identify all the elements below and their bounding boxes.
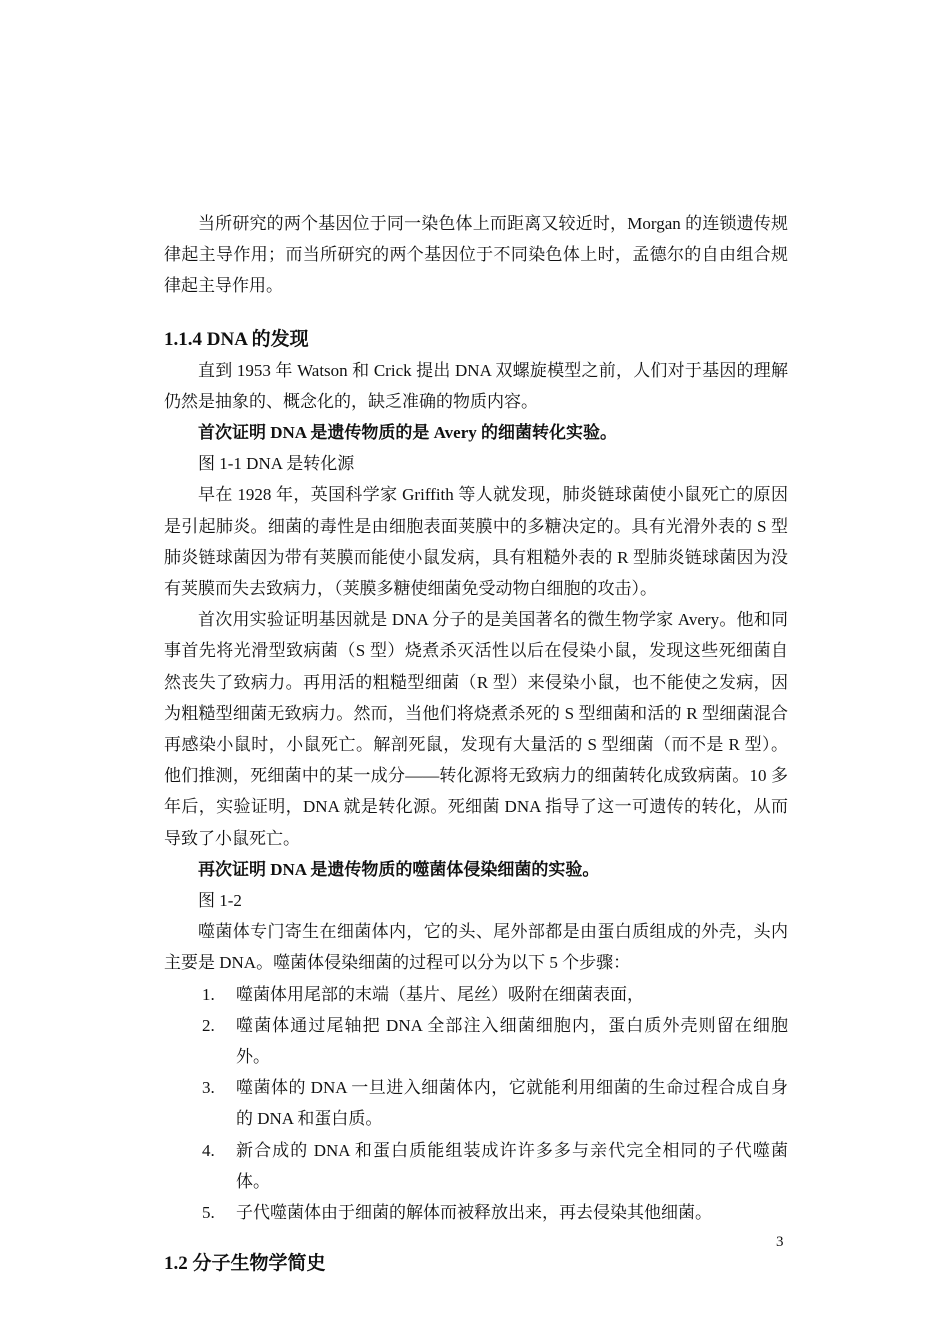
list-item-number: 1. xyxy=(202,984,215,1004)
list-item-number: 4. xyxy=(202,1140,215,1160)
list-item-number: 2. xyxy=(202,1015,215,1035)
paragraph-watson-crick: 直到 1953 年 Watson 和 Crick 提出 DNA 双螺旋模型之前，人们对于基因的理解仍然是抽象的、概念化的，缺乏准确的物质内容。 xyxy=(164,360,788,411)
section-heading-1-1-4: 1.1.4 DNA 的发现 xyxy=(164,328,309,350)
page-content xyxy=(164,208,788,1279)
figure-caption-1-2: 图 1-2 xyxy=(198,891,242,911)
paragraph-griffith: 早在 1928 年，英国科学家 Griffith 等人就发现，肺炎链球菌使小鼠死亡的原因是引起肺炎。细菌的毒性是由细胞表面荚膜中的多糖决定的。具有光滑外表的 S 型肺炎链球菌因为带有荚膜而能使小鼠发病，具有粗糙外表的 R 型肺炎链球菌因为没有荚膜而失去致病力，（荚膜多糖使细菌免受动物白细胞的攻击）。 xyxy=(164,485,788,599)
list-item xyxy=(164,1072,788,1134)
phage-infection-steps-list xyxy=(164,979,788,1229)
section-heading-1-2: 1.2 分子生物学简史 xyxy=(164,1253,326,1275)
bold-statement-phage: 再次证明 DNA 是遗传物质的噬菌体侵染细菌的实验。 xyxy=(198,859,600,879)
paragraph-phage-intro: 噬菌体专门寄生在细菌体内，它的头、尾外部都是由蛋白质组成的外壳，头内主要是 DNA。噬菌体侵染细菌的过程可以分为以下 5 个步骤： xyxy=(164,922,788,973)
list-item-number: 3. xyxy=(202,1078,215,1098)
list-item-number: 5. xyxy=(202,1203,215,1223)
list-item-text: 噬菌体通过尾轴把 DNA 全部注入细菌细胞内，蛋白质外壳则留在细胞外。 xyxy=(236,1015,788,1067)
list-item xyxy=(164,979,788,1010)
list-item xyxy=(164,1135,788,1197)
list-item-text: 噬菌体的 DNA 一旦进入细菌体内，它就能利用细菌的生命过程合成自身的 DNA 和蛋白质。 xyxy=(236,1078,788,1129)
list-item-text: 新合成的 DNA 和蛋白质能组装成许许多多与亲代完全相同的子代噬菌体。 xyxy=(236,1140,788,1191)
paragraph-linkage-rule: 当所研究的两个基因位于同一染色体上而距离又较近时，Morgan 的连锁遗传规律起主导作用；而当所研究的两个基因位于不同染色体上时，孟德尔的自由组合规律起主导作用。 xyxy=(164,214,788,296)
figure-caption-1-1: 图 1-1 DNA 是转化源 xyxy=(198,454,355,474)
paragraph-avery-experiment: 首次用实验证明基因就是 DNA 分子的是美国著名的微生物学家 Avery。他和同事首先将光滑型致病菌（S 型）烧煮杀灭活性以后在侵染小鼠，发现这些死细菌自然丧失了致病力。再用活的粗糙型细菌（R 型）来侵染小鼠，也不能使之发病，因为粗糙型细菌无致病力。然而，当他们将烧煮杀死的 S 型细菌和活的 R 型细菌混合再感染小鼠时，小鼠死亡。解剖死鼠，发现有大量活的 S 型细菌（而不是 R 型）。他们推测，死细菌中的某一成分——转化源将无致病力的细菌转化成致病菌。10 多年后，实验证明，DNA 就是转化源。死细菌 DNA 指导了这一可遗传的转化，从而导致了小鼠死亡。 xyxy=(164,610,788,848)
list-item-text: 噬菌体用尾部的末端（基片、尾丝）吸附在细菌表面， xyxy=(236,984,644,1004)
list-item-text: 子代噬菌体由于细菌的解体而被释放出来，再去侵染其他细菌。 xyxy=(236,1203,712,1223)
page-number: 3 xyxy=(776,1234,784,1250)
list-item xyxy=(164,1197,788,1228)
bold-statement-avery: 首次证明 DNA 是遗传物质的是 Avery 的细菌转化实验。 xyxy=(198,423,617,443)
list-item xyxy=(164,1010,788,1072)
